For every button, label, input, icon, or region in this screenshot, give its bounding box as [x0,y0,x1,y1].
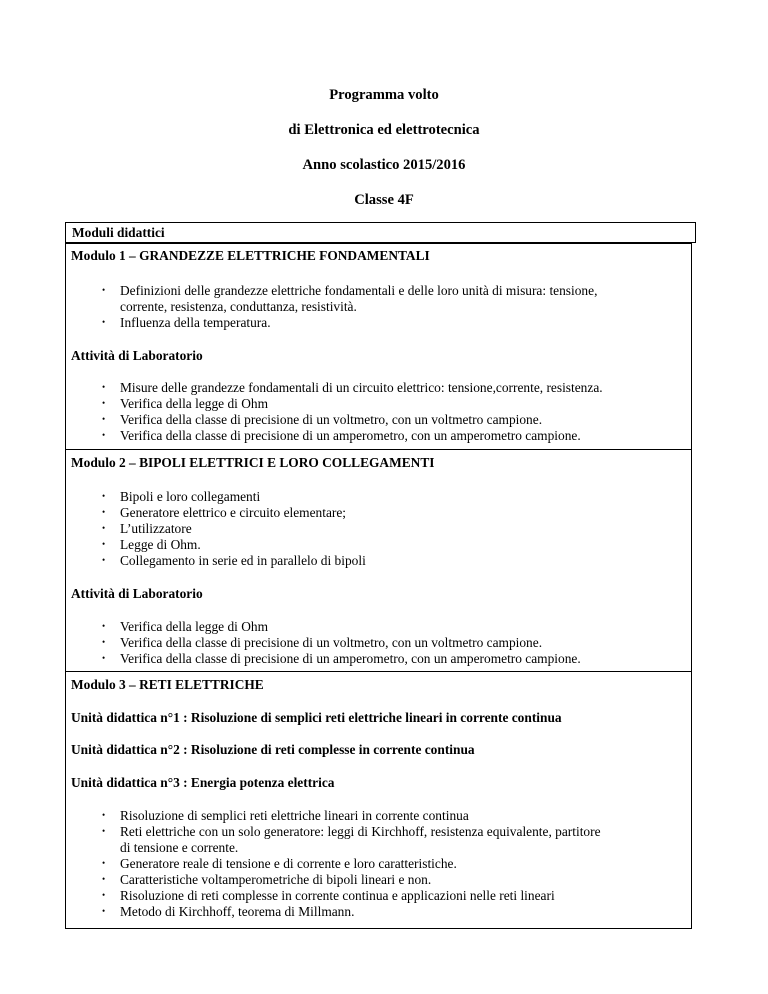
modulo-3-title: Modulo 3 – RETI ELETTRICHE [71,677,264,692]
modulo-3-unit-1: Unità didattica n°1 : Risoluzione di semplici reti elettriche lineari in corrente continua [71,710,562,725]
bullet: • [102,523,106,533]
doc-subject: di Elettronica ed elettrotecnica [288,122,480,138]
table-header-row [65,222,696,243]
modulo-1-lab-item: Verifica della classe di precisione di un amperometro, con un amperometro campione. [120,428,581,443]
modulo-3-unit-2: Unità didattica n°2 : Risoluzione di reti complesse in corrente continua [71,742,475,757]
doc-class: Classe 4F [354,192,414,208]
modulo-2-item: Generatore elettrico e circuito elementare; [120,505,347,520]
modulo-2-title: Modulo 2 – BIPOLI ELETTRICI E LORO COLLEGAMENTI [71,455,435,470]
modulo-2-lab-item: Verifica della classe di precisione di un voltmetro, con un voltmetro campione. [120,635,543,650]
modulo-1-lab-item: Verifica della classe di precisione di un voltmetro, con un voltmetro campione. [120,412,543,427]
bullet: • [102,637,106,647]
modulo-1-item: Influenza della temperatura. [120,315,271,330]
modulo-2-lab-title: Attività di Laboratorio [71,586,203,601]
modulo-1-item: corrente, resistenza, conduttanza, resistività. [120,299,357,314]
bullet: • [102,826,106,836]
bullet: • [102,491,106,501]
doc-title: Programma volto [329,87,439,103]
bullet: • [102,621,106,631]
modulo-3-item: Reti elettriche con un solo generatore: leggi di Kirchhoff, resistenza equivalente, partitore [120,824,601,839]
bullet: • [102,555,106,565]
modulo-1-title: Modulo 1 – GRANDEZZE ELETTRICHE FONDAMENTALI [71,248,430,263]
modulo-2-lab-item: Verifica della legge di Ohm [120,619,268,634]
bullet: • [102,285,106,295]
modulo-1-lab-item: Misure delle grandezze fondamentali di un circuito elettrico: tensione,corrente, resistenza. [120,380,603,395]
modulo-3-unit-3: Unità didattica n°3 : Energia potenza elettrica [71,775,335,790]
bullet: • [102,890,106,900]
bullet: • [102,414,106,424]
modulo-2-item: Bipoli e loro collegamenti [120,489,261,504]
modulo-3-item: Risoluzione di semplici reti elettriche lineari in corrente continua [120,808,469,823]
modulo-2-lab-item: Verifica della classe di precisione di un amperometro, con un amperometro campione. [120,651,581,666]
bullet: • [102,874,106,884]
modulo-1-lab-title: Attività di Laboratorio [71,348,203,363]
bullet: • [102,382,106,392]
modulo-3-item: Caratteristiche voltamperometriche di bipoli lineari e non. [120,872,432,887]
modulo-2-item: Collegamento in serie ed in parallelo di bipoli [120,553,366,568]
bullet: • [102,398,106,408]
bullet: • [102,507,106,517]
bullet: • [102,317,106,327]
bullet: • [102,810,106,820]
bullet: • [102,653,106,663]
modulo-1-item: Definizioni delle grandezze elettriche fondamentali e delle loro unità di misura: tensione, [120,283,598,298]
bullet: • [102,430,106,440]
modulo-3-item: Metodo di Kirchhoff, teorema di Millmann. [120,904,355,919]
modulo-2-item: Legge di Ohm. [120,537,201,552]
modulo-3-item: di tensione e corrente. [120,840,239,855]
modulo-3-item: Generatore reale di tensione e di corrente e loro caratteristiche. [120,856,457,871]
bullet: • [102,539,106,549]
modulo-2-item: L’utilizzatore [120,521,192,536]
modulo-3-item: Risoluzione di reti complesse in corrente continua e applicazioni nelle reti lineari [120,888,555,903]
table-header-label: Moduli didattici [72,225,165,240]
doc-school-year: Anno scolastico 2015/2016 [302,157,466,173]
modulo-1-lab-item: Verifica della legge di Ohm [120,396,268,411]
bullet: • [102,906,106,916]
bullet: • [102,858,106,868]
